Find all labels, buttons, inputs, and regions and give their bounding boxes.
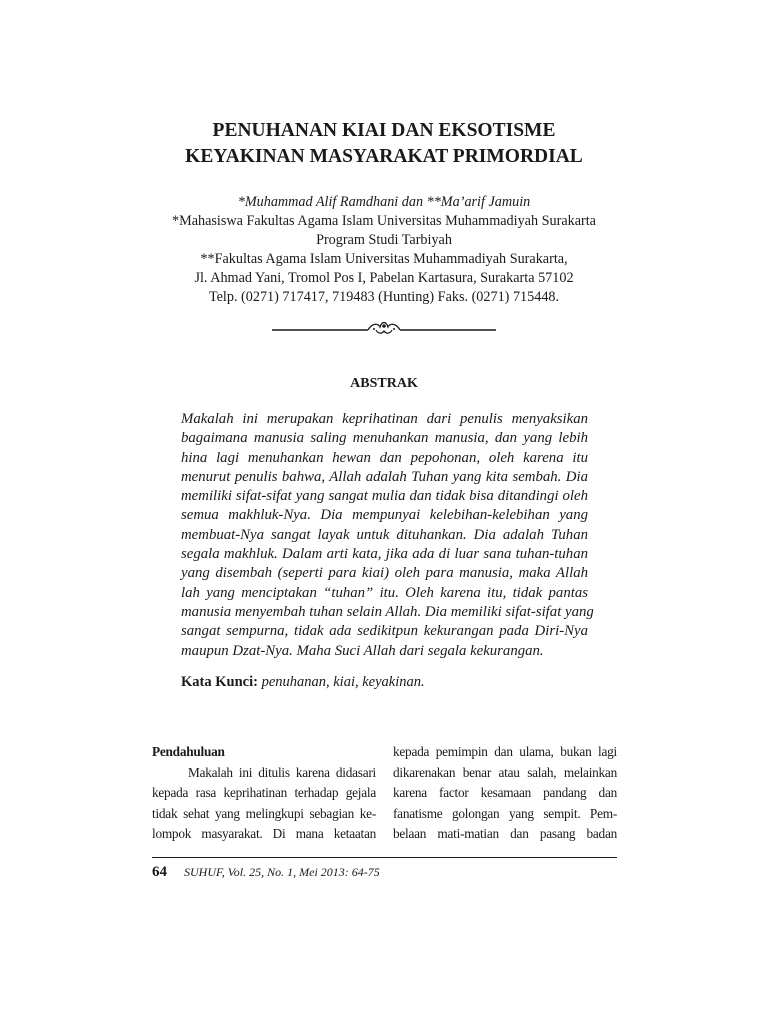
affiliation-line: Program Studi Tarbiyah [316,232,452,248]
body-column-right [393,742,617,845]
affiliation-line: **Fakultas Agama Islam Universitas Muhammadiyah Surakarta, [200,251,568,267]
journal-citation: SUHUF, Vol. 25, No. 1, Mei 2013: 64-75 [184,865,380,879]
title-line-2: KEYAKINAN MASYARAKAT PRIMORDIAL [185,146,583,167]
author-names: *Muhammad Alif Ramdhani dan **Ma’arif Jamuin [237,194,531,210]
author-block [0,193,768,307]
abstract-body [181,410,594,661]
title-line-1: PENUHANAN KIAI DAN EKSOTISME [212,120,556,141]
abstract-line: yang disembah (seperti para kiai) oleh para manusia, maka Allah [181,565,588,582]
body-column-left [152,742,376,845]
body-line: kepada pemimpin dan ulama, bukan lagi [393,744,617,759]
body-line: kepada rasa keprihatinan terhadap gejala [152,785,376,800]
abstract-line: bagaimana manusia saling menuhankan manusia, dan yang lebih [181,430,588,447]
affiliation-line: Jl. Ahmad Yani, Tromol Pos I, Pabelan Kartasura, Surakarta 57102 [194,270,574,286]
abstract-line: segala makhluk. Dalam arti kata, jika ada di luar sana tuhan-tuhan [181,546,588,563]
paper-title [0,118,768,170]
footer-rule [152,857,617,858]
abstract-line: manusia menyembah tuhan selain Allah. Dia memiliki sifat-sifat yang [181,603,594,620]
page-number: 64 [152,864,167,880]
keywords-value: penuhanan, kiai, keyakinan. [261,674,425,690]
abstract-line: memiliki sifat-sifat yang sangat mulia dan tidak bisa ditandingi oleh [181,488,588,505]
body-line: tidak sehat yang melingkupi sebagian ke- [152,805,376,821]
abstract-line: maupun Dzat-Nya. Maha Suci Allah dari segala kekurangan. [181,642,544,659]
abstract-line: membuat-Nya sangat layak untuk dituhankan. Dia adalah Tuhan [181,526,588,543]
page-footer [152,864,380,881]
keywords-label: Kata Kunci: [181,674,258,690]
body-line: fanatisme golongan yang sempit. Pem- [393,805,617,821]
keywords [181,674,425,691]
fleuron-divider-icon [272,317,496,337]
affiliation-line: Telp. (0271) 717417, 719483 (Hunting) Faks. (0271) 715448. [208,289,560,305]
section-heading: Pendahuluan [152,744,225,759]
abstract-line: menurut penulis bahwa, Allah adalah Tuhan yang kita sembah. Dia [181,468,588,485]
body-line: belaan mati-matian dan pasang badan [393,826,617,841]
abstract-line: lah yang menciptakan “tuhan” itu. Oleh karena itu, tidak pantas [181,584,588,601]
abstract-heading: ABSTRAK [350,376,418,391]
abstract-line: semua makhluk-Nya. Dia mempunyai kelebihan-kelebihan yang [181,507,588,524]
body-line: karena factor kesamaan pandang dan [393,785,617,800]
body-line: Makalah ini ditulis karena didasari [188,764,376,780]
abstract-line: hina lagi menuhankan hewan dan pepohonan, oleh karena itu [181,449,588,466]
affiliation-line: *Mahasiswa Fakultas Agama Islam Universitas Muhammadiyah Surakarta [172,213,596,229]
body-line: dikarenakan benar atau salah, melainkan [393,764,617,780]
abstract-line: Makalah ini merupakan keprihatinan dari penulis menyaksikan [181,411,588,427]
body-line: lompok masyarakat. Di mana ketaatan [152,826,376,841]
abstract-line: sangat sempurna, tidak ada sedikitpun kekurangan pada Diri-Nya [181,623,588,640]
